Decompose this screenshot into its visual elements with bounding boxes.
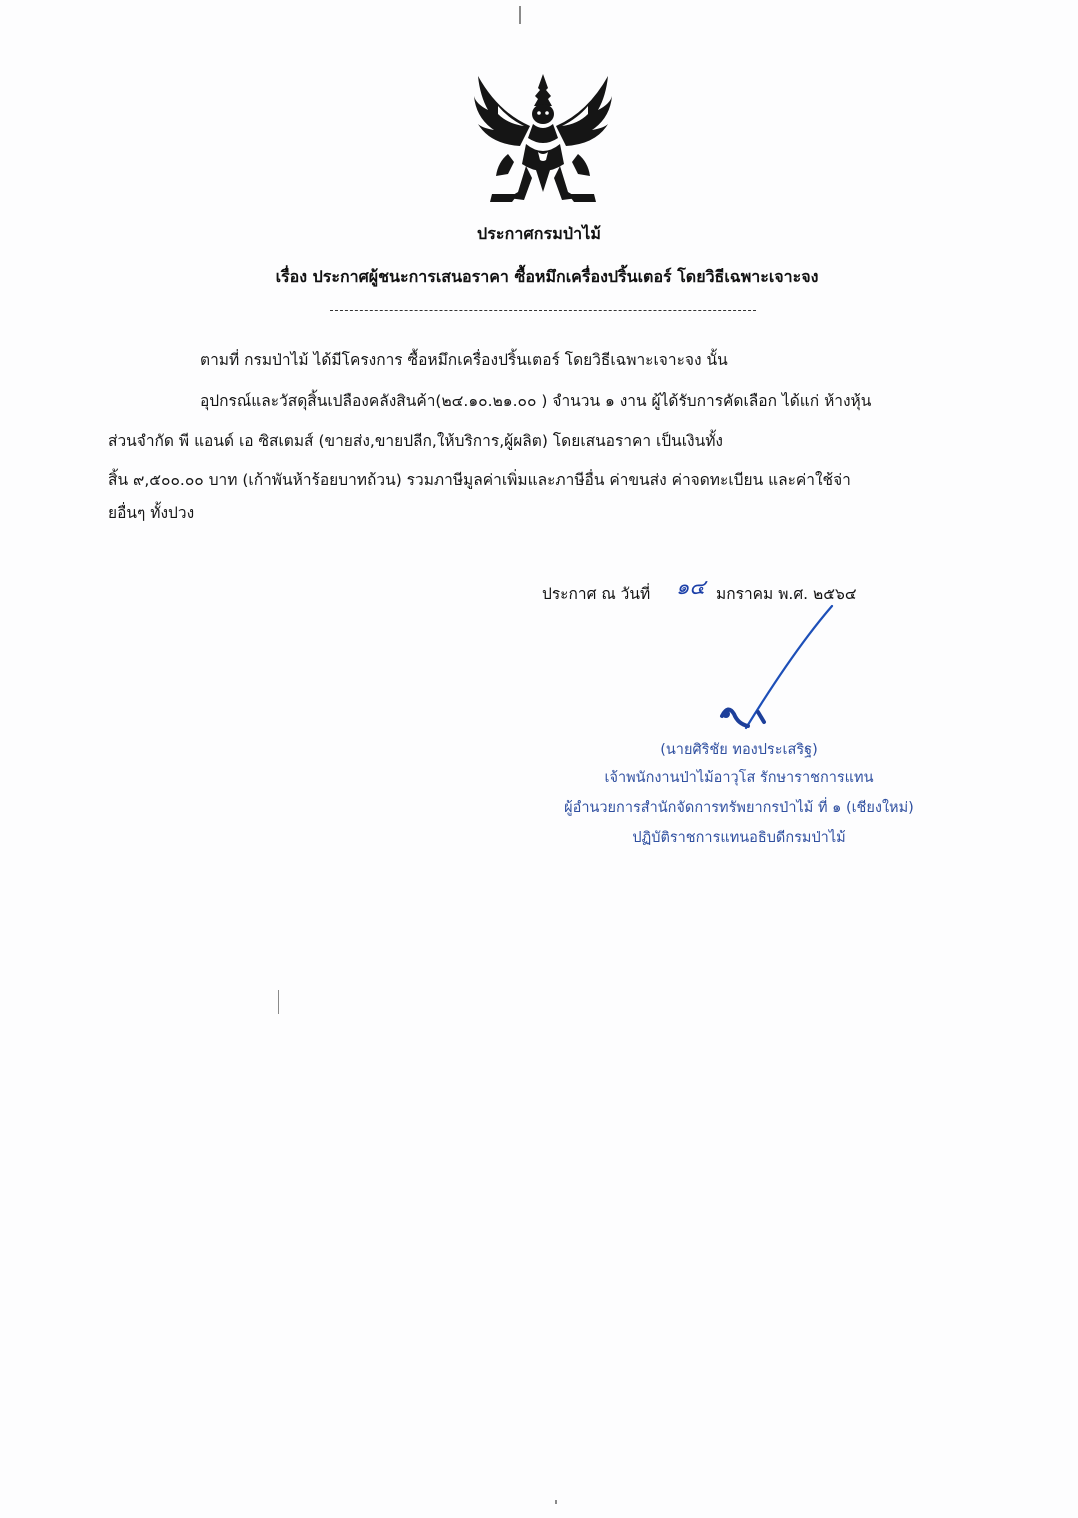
body-line-2: อุปกรณ์และวัสดุสิ้นเปลืองคลังสินค้า(๒๔.๑๐.๒๑.๐๐ ) จำนวน ๑ งาน ผู้ได้รับการคัดเลือก ได้แก่ ห้างหุ้น xyxy=(200,392,872,410)
date-month-year: มกราคม พ.ศ. ๒๕๖๔ xyxy=(716,585,857,603)
signatory-position-2: ผู้อำนวยการสำนักจัดการทรัพยากรป่าไม้ ที่ ๑ (เชียงใหม่) xyxy=(564,800,914,816)
scan-mark-bottom xyxy=(555,1500,557,1504)
body-line-3: ส่วนจำกัด พี แอนด์ เอ ซิสเตมส์ (ขายส่ง,ขายปลีก,ให้บริการ,ผู้ผลิต) โดยเสนอราคา เป็นเงินทั้ง xyxy=(108,432,723,450)
handwritten-day: ๑๔ xyxy=(676,575,706,599)
announcement-title: ประกาศกรมป่าไม้ xyxy=(476,224,602,243)
body-line-5: ยอื่นๆ ทั้งปวง xyxy=(108,504,195,522)
signatory-position-3: ปฏิบัติราชการแทนอธิบดีกรมป่าไม้ xyxy=(632,830,846,846)
body-line-4: สิ้น ๙,๕๐๐.๐๐ บาท (เก้าพันห้าร้อยบาทถ้วน) รวมภาษีมูลค่าเพิ่มและภาษีอื่น ค่าขนส่ง ค่าจดทะเบียน และค่าใช้จ่า xyxy=(108,471,851,489)
scan-mark-left xyxy=(278,990,279,1014)
header-divider xyxy=(330,310,756,311)
signature-icon xyxy=(704,600,854,740)
garuda-emblem-icon xyxy=(468,66,618,216)
scan-mark-top xyxy=(519,6,521,24)
date-prefix: ประกาศ ณ วันที่ xyxy=(542,585,651,603)
body-line-1: ตามที่ กรมป่าไม้ ได้มีโครงการ ซื้อหมึกเครื่องปริ้นเตอร์ โดยวิธีเฉพาะเจาะจง นั้น xyxy=(200,351,728,369)
announcement-subject: เรื่อง ประกาศผู้ชนะการเสนอราคา ซื้อหมึกเครื่องปริ้นเตอร์ โดยวิธีเฉพาะเจาะจง xyxy=(275,267,819,286)
signatory-position-1: เจ้าพนักงานป่าไม้อาวุโส รักษาราชการแทน xyxy=(604,770,874,786)
signatory-name: (นายศิริชัย ทองประเสริฐ) xyxy=(660,742,818,758)
